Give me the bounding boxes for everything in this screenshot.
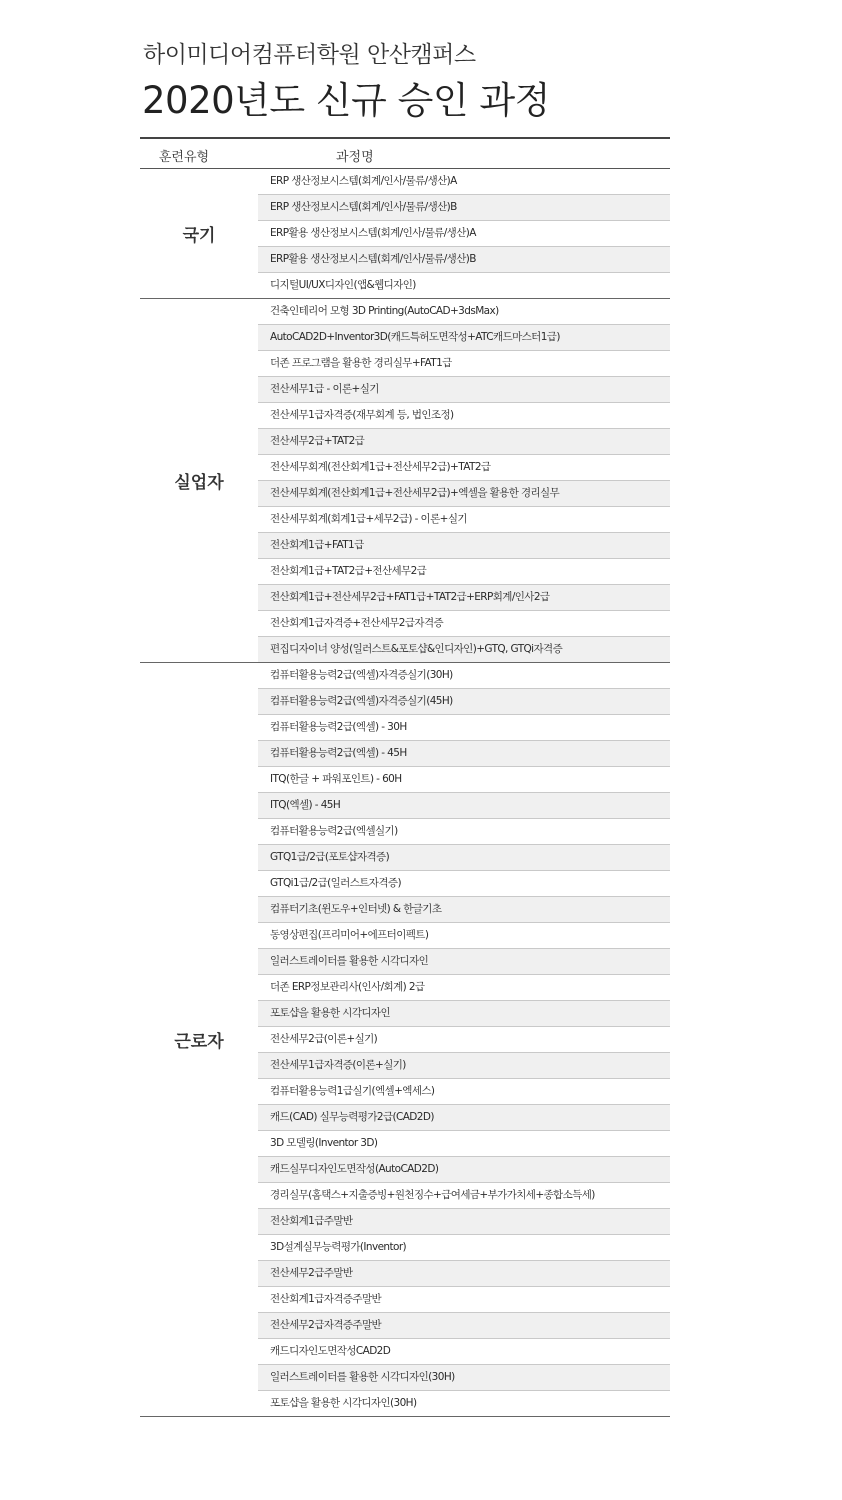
course-row: GTQ1급/2급(포토샵자격증) <box>258 845 670 871</box>
course-row: 전산세무2급+TAT2급 <box>258 429 670 455</box>
course-row: 전산세무1급자격증(이론+실기) <box>258 1053 670 1079</box>
course-row: ERP활용 생산정보시스템(회계/인사/물류/생산)B <box>258 247 670 273</box>
course-row: 전산세무2급자격증주말반 <box>258 1313 670 1339</box>
course-row: 디지털UI/UX디자인(앱&웹디자인) <box>270 279 416 291</box>
course-list <box>258 299 670 662</box>
training-group <box>140 299 670 663</box>
course-row: 전산세무2급(이론+실기) <box>258 1027 670 1053</box>
course-row: 컴퓨터활용능력1급실기(엑셀+엑세스) <box>258 1079 670 1105</box>
col-training-type: 훈련유형 <box>158 150 210 165</box>
course-row: 포토샵을 활용한 시각디자인 <box>258 1001 670 1027</box>
course-table <box>140 137 670 1417</box>
course-row: ITQ(엑셀) - 45H <box>258 793 670 819</box>
training-group <box>140 663 670 1417</box>
course-row: 캐드(CAD) 실무능력평가2급(CAD2D) <box>258 1105 670 1131</box>
course-row: AutoCAD2D+Inventor3D(캐드특허도면작성+ATC캐드마스터1급) <box>258 325 670 351</box>
course-row: 전산세무회계(회계1급+세무2급) - 이론+실기 <box>258 507 670 533</box>
course-row: 전산세무1급자격증(재무회계 등, 법인조정) <box>258 403 670 429</box>
course-row: 컴퓨터활용능력2급(엑셀)자격증실기(30H) <box>258 663 670 689</box>
course-row: ERP활용 생산정보시스템(회계/인사/물류/생산)A <box>258 221 670 247</box>
course-row: 동영상편집(프리미어+에프터이펙트) <box>258 923 670 949</box>
course-row: 캐드디자인도면작성CAD2D <box>258 1339 670 1365</box>
course-row: 컴퓨터기초(윈도우+인터넷) & 한글기초 <box>258 897 670 923</box>
course-row: 컴퓨터활용능력2급(엑셀) - 30H <box>258 715 670 741</box>
course-row: ERP 생산정보시스템(회계/인사/물류/생산)B <box>258 195 670 221</box>
course-row: 일러스트레이터를 활용한 시각디자인 <box>258 949 670 975</box>
course-row: 전산회계1급자격증+전산세무2급자격증 <box>258 611 670 637</box>
course-row: 캐드실무디자인도면작성(AutoCAD2D) <box>258 1157 670 1183</box>
course-row: 일러스트레이터를 활용한 시각디자인(30H) <box>258 1365 670 1391</box>
course-row: 전산세무2급주말반 <box>258 1261 670 1287</box>
course-row: 전산회계1급자격증주말반 <box>258 1287 670 1313</box>
table-body <box>140 169 670 1417</box>
course-row: 컴퓨터활용능력2급(엑셀) - 45H <box>258 741 670 767</box>
course-row: 편집디자이너 양성(일러스트&포토샵&인디자인)+GTQ, GTQi자격증 <box>258 637 670 662</box>
course-row: 전산세무회계(전산회계1급+전산세무2급)+엑셀을 활용한 경리실무 <box>258 481 670 507</box>
course-row: 컴퓨터활용능력2급(엑셀실기) <box>258 819 670 845</box>
course-row: 더존 프로그램을 활용한 경리실무+FAT1급 <box>258 351 670 377</box>
training-type-label: 근로자 <box>174 1032 224 1052</box>
course-row: 컴퓨터활용능력2급(엑셀)자격증실기(45H) <box>258 689 670 715</box>
page-title: 2020년도 신규 승인 과정 <box>142 79 550 122</box>
training-type-label: 국기 <box>182 226 216 246</box>
training-type-label: 실업자 <box>174 473 224 493</box>
training-group <box>140 169 670 299</box>
academy-name: 하이미디어컴퓨터학원 안산캠퍼스 <box>143 42 476 68</box>
course-row: 전산회계1급+FAT1급 <box>258 533 670 559</box>
course-row: 전산세무1급 - 이론+실기 <box>258 377 670 403</box>
course-row: 경리실무(홈택스+지출증빙+원천징수+급여세금+부가가치세+종합소득세) <box>258 1183 670 1209</box>
course-row: 3D 모델링(Inventor 3D) <box>258 1131 670 1157</box>
course-list <box>258 169 670 298</box>
course-row: ERP 생산정보시스템(회계/인사/물류/생산)A <box>258 169 670 195</box>
course-row: 전산회계1급+전산세무2급+FAT1급+TAT2급+ERP회계/인사2급 <box>258 585 670 611</box>
course-row: GTQi1급/2급(일러스트자격증) <box>258 871 670 897</box>
course-list <box>258 663 670 1416</box>
course-row: 전산회계1급주말반 <box>258 1209 670 1235</box>
col-course-name: 과정명 <box>336 150 374 165</box>
course-row: 전산회계1급+TAT2급+전산세무2급 <box>258 559 670 585</box>
course-row: ITQ(한글 + 파워포인트) - 60H <box>258 767 670 793</box>
course-row: 전산세무회계(전산회계1급+전산세무2급)+TAT2급 <box>258 455 670 481</box>
course-row: 포토샵을 활용한 시각디자인(30H) <box>270 1397 417 1409</box>
course-row: 더존 ERP정보관리사(인사/회계) 2급 <box>258 975 670 1001</box>
course-row: 3D설계실무능력평가(Inventor) <box>258 1235 670 1261</box>
table-header <box>140 139 670 169</box>
course-row: 건축인테리어 모형 3D Printing(AutoCAD+3dsMax) <box>258 299 670 325</box>
